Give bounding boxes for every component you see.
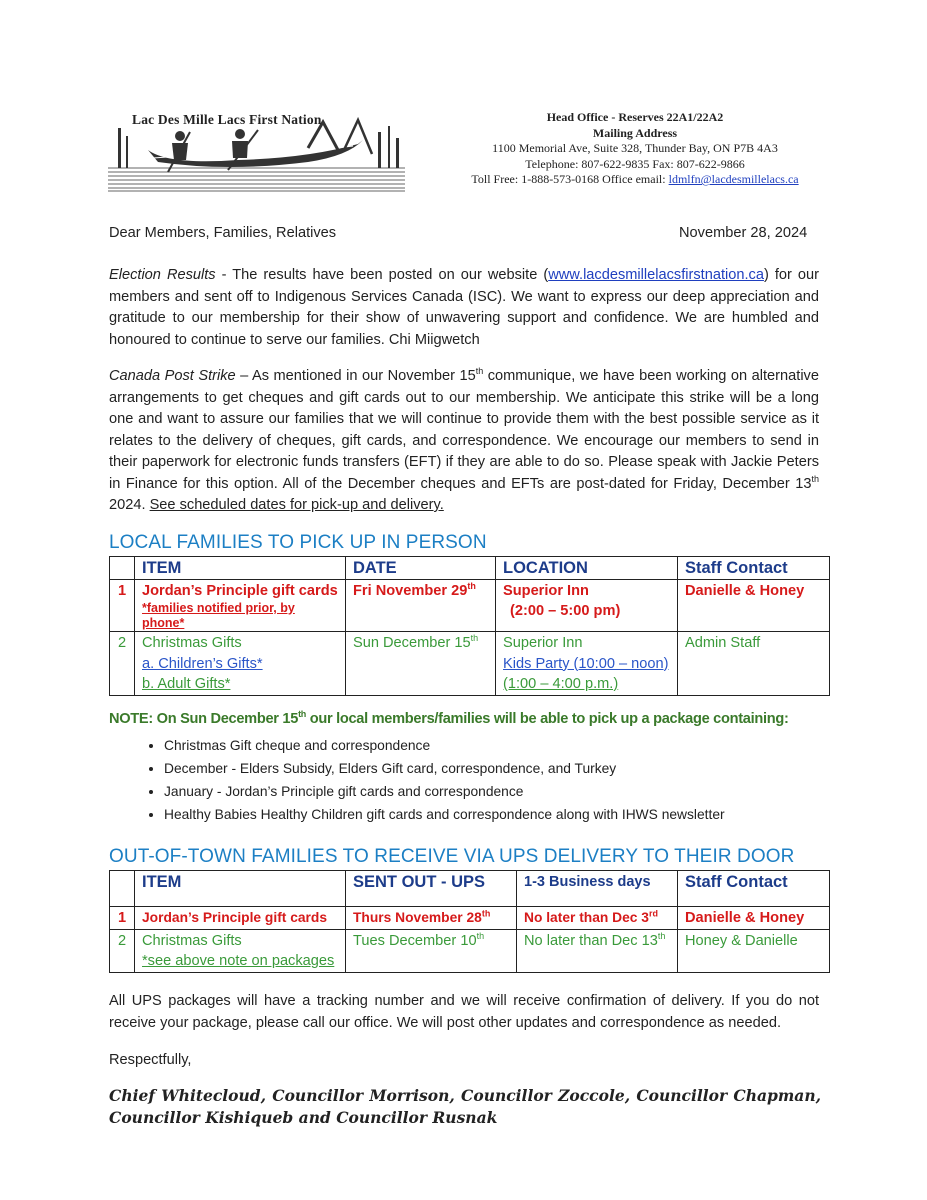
- col-header-staff: Staff Contact: [678, 557, 830, 580]
- row-number: 2: [110, 632, 135, 696]
- col-header-item: ITEM: [135, 871, 346, 907]
- item-cell: Jordan’s Principle gift cards: [135, 907, 346, 930]
- schedule-link-text: See scheduled dates for pick-up and delivery.: [149, 497, 444, 513]
- sent-cell: [346, 929, 517, 972]
- office-address-block: [420, 110, 850, 188]
- mailing-title: Mailing Address: [592, 125, 678, 140]
- location-sub-a: Kids Party (10:00 – noon): [503, 655, 669, 672]
- list-item: • Healthy Babies Healthy Children gift cards and correspondence along with IHWS newsletter: [164, 803, 725, 826]
- col-header-sent: SENT OUT - UPS: [346, 871, 517, 907]
- item-name: Jordan’s Principle gift cards: [142, 582, 338, 599]
- date-cell: [346, 632, 496, 696]
- org-name: Lac Des Mille Lacs First Nation: [132, 112, 322, 127]
- sent-cell: [346, 907, 517, 930]
- note-text-b: our local members/families will be able to pick up a package containing:: [305, 711, 789, 727]
- p1-text-a: - The results have been posted on our website (: [215, 267, 549, 283]
- note-sup: th: [298, 709, 306, 720]
- item-name: Christmas Gifts: [142, 635, 242, 651]
- days-text: No later than Dec 3: [524, 910, 649, 925]
- date-text: Fri November 29: [353, 582, 468, 599]
- office-title: Head Office - Reserves 22A1/22A2: [546, 110, 724, 124]
- row-number: 1: [110, 907, 135, 930]
- sent-sup: th: [476, 930, 485, 941]
- ups-tracking-paragraph: All UPS packages will have a tracking number and we will receive confirmation of delivery. If you do not receive your package, please call our office. We will post other updates and correspondence as needed.: [109, 993, 819, 1031]
- item-cell: [135, 929, 346, 972]
- staff-cell: Honey & Danielle: [678, 929, 830, 972]
- sent-text: Tues December 10: [353, 932, 477, 949]
- p2-text-a: – As mentioned in our November 15: [235, 368, 476, 384]
- days-cell: [517, 929, 678, 972]
- local-pickup-table: [109, 556, 830, 696]
- staff-cell: Danielle & Honey: [678, 579, 830, 632]
- days-sup: rd: [648, 908, 658, 919]
- staff-cell: Danielle & Honey: [678, 907, 830, 930]
- item-note: *families notified prior, by phone*: [142, 601, 295, 630]
- local-heading: LOCAL FAMILIES TO PICK UP IN PERSON: [109, 532, 487, 553]
- p2-text-c: 2024.: [109, 497, 150, 513]
- election-results-label: Election Results: [109, 267, 216, 283]
- item-cell: [135, 632, 346, 696]
- p2-sup2: th: [811, 473, 819, 484]
- table-row: [110, 907, 830, 930]
- item-cell: [135, 579, 346, 632]
- signatories-line-1: Chief Whitecloud, Councillor Morrison, Councillor Zoccole, Councillor Chapman,: [109, 1086, 821, 1105]
- location-name: Superior Inn: [503, 635, 583, 651]
- location-cell: [496, 632, 678, 696]
- street-address: 1100 Memorial Ave, Suite 328, Thunder Bay, ON P7B 4A3: [492, 141, 778, 155]
- col-header-location: LOCATION: [496, 557, 678, 580]
- location-name: Superior Inn: [503, 582, 589, 599]
- item-sub-a: a. Children’s Gifts*: [142, 655, 263, 672]
- staff-cell: Admin Staff: [678, 632, 830, 696]
- col-header-staff: Staff Contact: [678, 871, 830, 907]
- signatories-line-2: Councillor Kishiqueb and Councillor Rusnak: [109, 1108, 498, 1127]
- list-item: • January - Jordan’s Principle gift cards and correspondence: [164, 780, 725, 803]
- tollfree-line: Toll Free: 1-888-573-0168 Office email:: [471, 172, 669, 186]
- sign-off: Respectfully,: [109, 1052, 192, 1068]
- ups-delivery-table: [109, 870, 830, 973]
- package-contents-list: [120, 734, 725, 826]
- col-header-item: ITEM: [135, 557, 346, 580]
- phone-fax: Telephone: 807-622-9835 Fax: 807-622-9866: [525, 156, 745, 171]
- days-text: No later than Dec 13: [524, 932, 658, 949]
- location-cell: [496, 579, 678, 632]
- election-results-paragraph: [109, 265, 819, 351]
- days-cell: [517, 907, 678, 930]
- location-sub-b: (1:00 – 4:00 p.m.): [503, 676, 619, 692]
- table-row: [110, 929, 830, 972]
- table-row: [110, 579, 830, 632]
- p2-text-b: communique, we have been working on alternative arrangements to get cheques and gift cards out to our membership. We anticipate this strike will be a long one and want to assure our families that we will continue to provide them with the best possible service as it relates to the delivery of cheques, gift cards, and correspondence. We encourage our members to send in their paperwork for electronic funds transfers (EFT) if they are able to do so. Please speak with Jackie Peters in Finance for this option. All of the December cheques and EFTs are post-dated for Friday, December 13: [109, 368, 819, 492]
- sent-sup: th: [481, 908, 491, 919]
- salutation: Dear Members, Families, Relatives: [109, 225, 337, 241]
- website-link[interactable]: www.lacdesmillelacsfirstnation.ca: [548, 267, 764, 283]
- sent-text: Thurs November 28: [353, 910, 482, 925]
- row-number: 1: [110, 579, 135, 632]
- list-item: • Christmas Gift cheque and correspondence: [164, 734, 725, 757]
- date-text: Sun December 15: [353, 635, 471, 651]
- note-line: [109, 711, 849, 727]
- date-cell: [346, 579, 496, 632]
- note-text-a: NOTE: On Sun December 15: [109, 711, 299, 727]
- col-header-date: DATE: [346, 557, 496, 580]
- p1-text-b: ) for our members and sent off to Indigenous Services Canada (ISC). We want to express our deep appreciation and gratitude to our membership for their show of unwavering support and confidence. We are humbled and honoured to continue to serve our families. Chi Miigwetch: [109, 267, 819, 348]
- item-name: Christmas Gifts: [142, 932, 242, 949]
- date-sup: th: [470, 633, 479, 644]
- location-time: (2:00 – 5:00 pm): [510, 603, 621, 619]
- table-row: [110, 632, 830, 696]
- canada-post-paragraph: [109, 366, 819, 517]
- row-number: 2: [110, 929, 135, 972]
- canada-post-label: Canada Post Strike: [109, 368, 236, 384]
- item-sub-b: b. Adult Gifts*: [142, 676, 231, 692]
- p2-sup1: th: [475, 366, 484, 377]
- table-header-row: [110, 871, 830, 907]
- item-note: *see above note on packages: [142, 953, 335, 969]
- table-header-row: [110, 557, 830, 580]
- ups-heading: OUT-OF-TOWN FAMILIES TO RECEIVE VIA UPS DELIVERY TO THEIR DOOR: [109, 846, 795, 867]
- letter-date: November 28, 2024: [679, 225, 808, 241]
- days-sup: th: [657, 930, 666, 941]
- col-header-days: 1-3 Business days: [517, 871, 678, 907]
- office-email-link[interactable]: ldmlfn@lacdesmillelacs.ca: [668, 172, 799, 186]
- date-sup: th: [467, 580, 476, 591]
- list-item: • December - Elders Subsidy, Elders Gift card, correspondence, and Turkey: [164, 757, 725, 780]
